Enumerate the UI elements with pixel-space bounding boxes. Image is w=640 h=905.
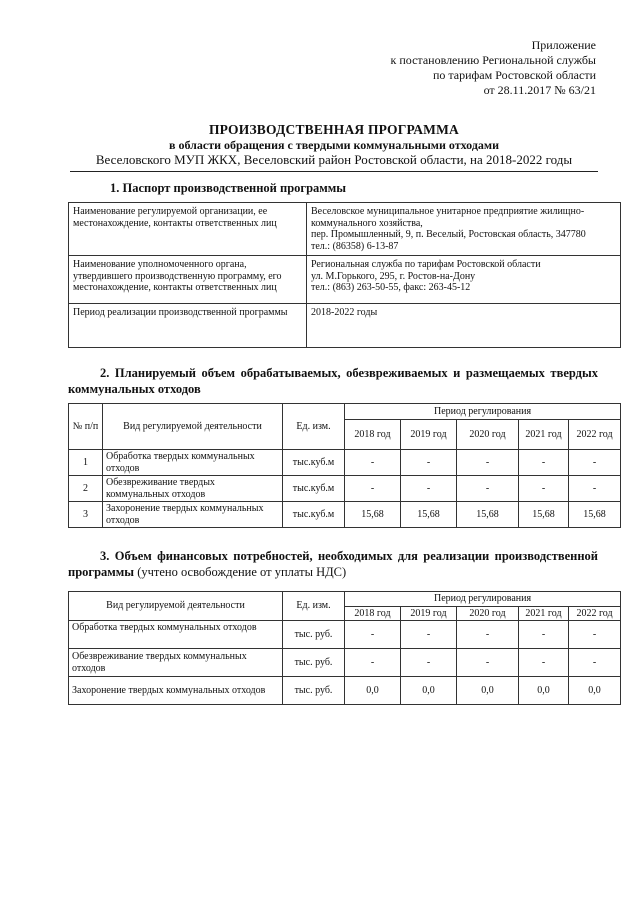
table-row	[69, 649, 621, 677]
row-value: 0,0	[569, 677, 621, 705]
col-number-header: № п/п	[69, 404, 103, 450]
row-activity: Обезвреживание твердых коммунальных отходов	[69, 649, 283, 677]
row-activity: Обработка твердых коммунальных отходов	[69, 621, 283, 649]
volume-table	[68, 403, 621, 528]
row-value: 0,0	[519, 677, 569, 705]
year-header: 2021 год	[519, 420, 569, 450]
row-value: 0,0	[345, 677, 401, 705]
section-2-heading	[68, 365, 598, 397]
row-value: -	[519, 476, 569, 502]
row-unit: тыс.куб.м	[283, 450, 345, 476]
year-header: 2020 год	[457, 420, 519, 450]
row-value: 15,68	[519, 502, 569, 528]
passport-value-line: пер. Промышленный, 9, п. Веселый, Ростовская область, 347780	[311, 229, 586, 240]
row-value: -	[401, 621, 457, 649]
passport-label: Период реализации производственной программы	[69, 304, 307, 348]
appendix-line-4: от 28.11.2017 № 63/21	[483, 83, 596, 97]
row-value: 15,68	[401, 502, 457, 528]
passport-row-organization	[69, 203, 621, 256]
table-row	[69, 450, 621, 476]
row-unit: тыс.куб.м	[283, 476, 345, 502]
passport-value	[307, 203, 621, 256]
col-unit-header: Ед. изм.	[283, 404, 345, 450]
row-activity: Захоронение твердых коммунальных отходов	[103, 502, 283, 528]
title-underline	[70, 171, 598, 172]
passport-table	[68, 202, 621, 348]
finance-table-header-row	[69, 592, 621, 607]
col-unit-header: Ед. изм.	[283, 592, 345, 621]
row-value: 15,68	[345, 502, 401, 528]
document-title: ПРОИЗВОДСТВЕННАЯ ПРОГРАММА	[208, 122, 459, 137]
row-value: -	[345, 621, 401, 649]
passport-value-line: тел.: (86358) 6-13-87	[311, 240, 399, 252]
passport-value-line: Веселовское муниципальное унитарное предприятие жилищно-коммунального хозяйства,	[311, 206, 585, 229]
row-value: -	[457, 649, 519, 677]
year-header: 2020 год	[457, 606, 519, 621]
row-activity: Обезвреживание твердых коммунальных отходов	[103, 476, 283, 502]
row-activity: Обработка твердых коммунальных отходов	[103, 450, 283, 476]
finance-table	[68, 591, 621, 705]
year-header: 2022 год	[569, 606, 621, 621]
row-value: -	[457, 621, 519, 649]
appendix-line-2: к постановлению Региональной службы	[390, 53, 596, 67]
row-unit: тыс.куб.м	[283, 502, 345, 528]
year-header: 2022 год	[569, 420, 621, 450]
row-value: -	[569, 649, 621, 677]
row-value: -	[401, 476, 457, 502]
passport-value-line: ул. М.Горького, 295, г. Ростов-на-Дону	[311, 270, 476, 282]
table-row	[69, 621, 621, 649]
passport-row-authority	[69, 256, 621, 304]
passport-value-line: тел.: (863) 263-50-55, факс: 263-45-12	[311, 282, 471, 293]
year-header: 2019 год	[401, 606, 457, 621]
col-activity-header: Вид регулируемой деятельности	[69, 592, 283, 621]
passport-label: Наименование регулируемой организации, ее местонахождение, контакты ответственных лиц	[69, 203, 307, 256]
year-header: 2021 год	[519, 606, 569, 621]
col-activity-header: Вид регулируемой деятельности	[103, 404, 283, 450]
row-value: -	[401, 649, 457, 677]
table-row	[69, 677, 621, 705]
year-header: 2018 год	[345, 420, 401, 450]
row-number: 3	[69, 502, 103, 528]
volume-table-header-row	[69, 404, 621, 420]
section-3-heading-note: (учтено освобождение от уплаты НДС)	[134, 565, 347, 579]
row-value: 0,0	[401, 677, 457, 705]
row-value: -	[569, 476, 621, 502]
appendix-line-3: по тарифам Ростовской области	[432, 68, 596, 82]
row-value: -	[345, 649, 401, 677]
row-value: -	[345, 476, 401, 502]
section-2-heading-text: 2. Планируемый объем обрабатываемых, обезвреживаемых и размещаемых твердых коммунальных отходов	[68, 366, 598, 396]
row-unit: тыс. руб.	[283, 649, 345, 677]
year-header: 2019 год	[401, 420, 457, 450]
document-subtitle: в области обращения с твердыми коммунальными отходами	[168, 138, 499, 152]
passport-label: Наименование уполномоченного органа, утвердившего производственную программу, его местонахождение, контакты ответственных лиц	[69, 256, 307, 304]
row-value: -	[569, 621, 621, 649]
row-value: -	[519, 649, 569, 677]
row-number: 1	[69, 450, 103, 476]
section-3-heading	[68, 548, 598, 580]
row-value: 15,68	[569, 502, 621, 528]
row-number: 2	[69, 476, 103, 502]
section-1-heading	[110, 180, 346, 196]
row-value: -	[569, 450, 621, 476]
passport-value	[307, 256, 621, 304]
period-header: Период регулирования	[345, 592, 621, 607]
document-title-block	[70, 122, 598, 168]
row-activity: Захоронение твердых коммунальных отходов	[69, 677, 283, 705]
row-value: -	[401, 450, 457, 476]
row-unit: тыс. руб.	[283, 621, 345, 649]
passport-value-line: Региональная служба по тарифам Ростовской области	[311, 259, 541, 270]
row-value: -	[457, 450, 519, 476]
appendix-line-1: Приложение	[531, 38, 596, 52]
appendix-header	[296, 38, 596, 98]
passport-value-line: 2018-2022 годы	[311, 307, 378, 318]
section-1-heading-text: 1. Паспорт производственной программы	[110, 181, 347, 195]
passport-row-period	[69, 304, 621, 348]
row-value: -	[457, 476, 519, 502]
table-row	[69, 476, 621, 502]
row-value: -	[345, 450, 401, 476]
row-unit: тыс. руб.	[283, 677, 345, 705]
row-value: 0,0	[457, 677, 519, 705]
row-value: 15,68	[457, 502, 519, 528]
year-header: 2018 год	[345, 606, 401, 621]
table-row	[69, 502, 621, 528]
section-3-heading-text: 3. Объем финансовых потребностей, необходимых для реализации производственной программы	[68, 549, 598, 579]
row-value: -	[519, 621, 569, 649]
period-header: Период регулирования	[345, 404, 621, 420]
document-organization-line: Веселовского МУП ЖКХ, Веселовский район Ростовской области, на 2018-2022 годы	[95, 152, 573, 167]
row-value: -	[519, 450, 569, 476]
passport-value	[307, 304, 621, 348]
